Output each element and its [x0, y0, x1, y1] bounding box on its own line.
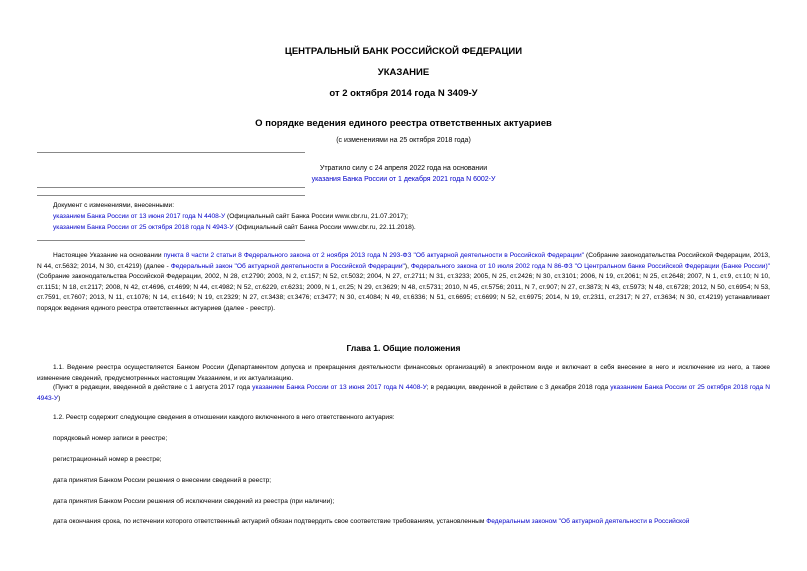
list-item: дата окончания срока, по истечении которого ответственный актуарий обязан подтвердить свое соответствие требованиям, установленным Федеральным законом "Об актуарной деятельности в Российской [53, 518, 690, 525]
doc-type: УКАЗАНИЕ [377, 67, 430, 78]
law-link[interactable]: Федерального закона от 10 июля 2002 года N 86-ФЗ "О Центральном банке Российской Федерации (Банке России)" [410, 262, 770, 270]
list-item: порядковый номер записи в реестре; [53, 435, 168, 442]
divider [37, 195, 305, 196]
preamble-paragraph: Настоящее Указание на основании пункта 8 части 2 статьи 8 Федерального закона от 2 ноября 2013 года N 293-ФЗ "Об актуарной деятельности в Российской Федерации" (Собрание законодательства Российской Федерации, 2013, N 44, ст.5632; 2014, N 30, ст.4219) (далее - Федеральный закон "Об актуарной деятельности в Российской Федерации"), Федерального закона от 10 июля 2002 года N 86-ФЗ "О Центральном банке Российской Федерации (Банке России)" (Собрание законодательства Российской Федерации, 2002, N 28, ст.2790; 2003, N 2, ст.157; N 52, ст.5032; 2004, N 27, ст.2711; N 31, ст.3233; 2005, N 25, ст.2426; N 30, ст.3101; 2006, N 19, ст.2061; N 25, ст.2648; 2007, N 1, ст.9, ст.10; N 10, ст.1151; N 18, ст.2117; 2008, N 42, ст.4696, ст.4699; N 44, ст.4982; N 52, ст.6229, ст.6231; 2009, N 1, ст.25; N 29, ст.3629; N 48, ст.5731; 2010, N 45, ст.5756; 2011, N 7, ст.907; N 27, ст.3873; N 43, ст.5973; N 48, ст.6728; 2012, N 50, ст.6954; N 53, ст.7591, ст.7607; 2013, N 11, ст.1076; N 14, ст.1649; N 19, ст.2329; N 27, ст.3438; ст.3476; ст.3477; N 30, ст.4084; N 49, ст.6336; N 51, ст.6695; ст.6699; N 52, ст.6975; 2014, N 19, ст.2311, ст.2317; N 27, ст.3634; N 30, ст.4219) устанавливает порядок ведения единого реестра ответственных актуариев (далее - реестр). [37, 252, 771, 312]
paragraph-1-2: 1.2. Реестр содержит следующие сведения в отношении каждого включенного в него ответственного актуария: [53, 414, 395, 421]
edition-note: (Пункт в редакции, введенной в действие с 1 августа 2017 года указанием Банка России от 13 июня 2017 года N 4408-У; в редакции, введенной в действие с 3 декабря 2018 года указанием Банка России от 25 октября 2018 года N 4943-У) [37, 384, 770, 402]
amendment-item: указанием Банка России от 13 июня 2017 года N 4408-У (Официальный сайт Банка России www.cbr.ru, 21.07.2017); [53, 213, 408, 220]
law-link[interactable]: пункта 8 части 2 статьи 8 Федерального закона от 2 ноября 2013 года N 293-ФЗ "Об актуарной деятельности в Российской Федерации" [163, 252, 584, 259]
list-item: регистрационный номер в реестре; [53, 456, 162, 463]
divider [37, 240, 305, 241]
law-link[interactable]: Федеральным законом "Об актуарной деятельности в Российской [486, 518, 690, 525]
chapter-title: Глава 1. Общие положения [346, 343, 461, 353]
list-item: дата принятия Банком России решения об исключении сведений из реестра (при наличии); [53, 498, 335, 505]
paragraph-1-1: 1.1. Ведение реестра осуществляется Банком России (Департаментом допуска и прекращения деятельности финансовых организаций) в электронном виде и включает в себя внесение в него и исключение из него, а также изменение сведений, предусмотренных настоящим Указанием, и их актуализацию. [37, 364, 770, 382]
amendment-link[interactable]: указанием Банка России от 13 июня 2017 года N 4408-У [53, 213, 226, 220]
validity-link[interactable]: указания Банка России от 1 декабря 2021 года N 6002-У [311, 176, 496, 183]
amendment-link[interactable]: указанием Банка России от 25 октября 2018 года N 4943-У [37, 384, 770, 402]
amendment-item: указанием Банка России от 25 октября 2018 года N 4943-У (Официальный сайт Банка России www.cbr.ru, 22.11.2018). [53, 224, 416, 231]
divider [37, 187, 305, 188]
doc-date: от 2 октября 2014 года N 3409-У [329, 88, 478, 99]
doc-title: О порядке ведения единого реестра ответственных актуариев [255, 118, 552, 129]
amendments-intro: Документ с изменениями, внесенными: [53, 202, 175, 209]
amendment-link[interactable]: указанием Банка России от 13 июня 2017 года N 4408-У [252, 384, 427, 391]
validity-text: Утратило силу с 24 апреля 2022 года на основании [319, 165, 488, 172]
divider [37, 152, 305, 153]
bank-name: ЦЕНТРАЛЬНЫЙ БАНК РОССИЙСКОЙ ФЕДЕРАЦИИ [284, 46, 523, 57]
list-item: дата принятия Банком России решения о внесении сведений в реестр; [53, 477, 272, 484]
law-link[interactable]: Федеральный закон "Об актуарной деятельности в Российской Федерации" [170, 262, 405, 270]
amended-note: (с изменениями на 25 октября 2018 года) [336, 137, 471, 144]
amendment-link[interactable]: указанием Банка России от 25 октября 2018 года N 4943-У [53, 224, 234, 231]
